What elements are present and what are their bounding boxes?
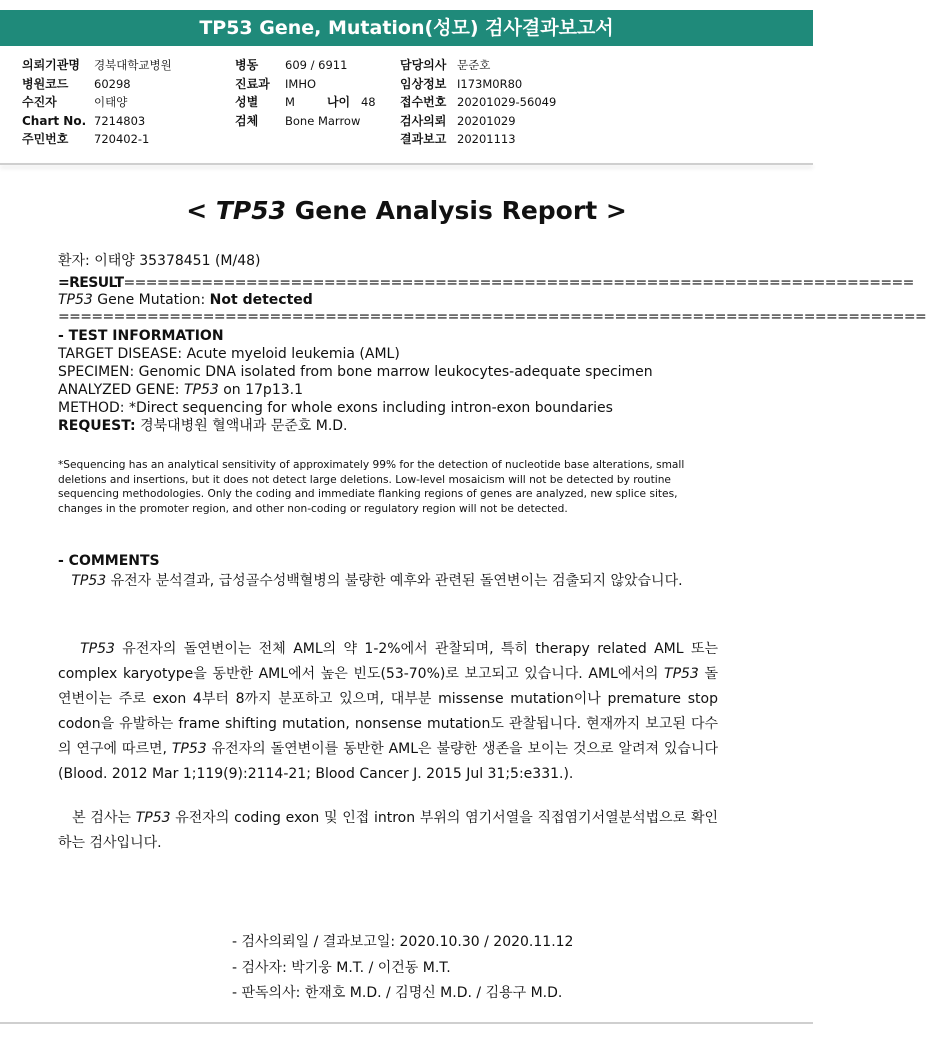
analyzed-gene-location: on 17p13.1 [218,382,303,398]
p1-text: 유전자 분석결과, 급성골수성백혈병의 불량한 예후와 관련된 돌연변이는 검출되지 않았습니다. [106,573,683,589]
footer-reader: - 판독의사: 한재호 M.D. / 김명신 M.D. / 김용구 M.D. [232,985,563,1001]
info-value: 20201029 [457,113,516,128]
info-label: 결과보고 [400,132,447,146]
target-disease: TARGET DISEASE: Acute myeloid leukemia (AML) [58,346,400,362]
page-title [0,196,813,225]
age-label: 나이 [326,95,351,109]
info-value: 60298 [94,76,131,91]
header-divider [0,163,813,165]
report-title: TP53 Gene, Mutation(성모) 검사결과보고서 [199,17,614,39]
info-row-specimen [235,112,376,131]
mutation-text: Gene Mutation: [92,292,210,308]
method: METHOD: *Direct sequencing for whole exons including intron-exon boundaries [58,400,613,416]
disclaimer: *Sequencing has an analytical sensitivity of approximately 99% for the detection of nucleotide base alterations, small deletions and insertions, but it does not detect large deletions. Low-level mosaicism will not be detected by routine sequencing methodologies. Only the coding and immediate flanking regions of genes are analyzed, new splice sites, changes in the promoter region, and other non-coding or regulatory region will not be detected. [58,459,685,515]
info-row-hospital-code [22,75,172,94]
request-label: REQUEST: [58,418,136,434]
footer-examiner: - 검사자: 박기웅 M.T. / 이건동 M.T. [232,959,451,976]
info-value: I173M0R80 [457,76,523,91]
result-label: =RESULT [58,275,124,291]
analyzed-gene [58,381,723,399]
request-value: 경북대병원 혈액내과 문준호 M.D. [135,418,348,434]
info-label: 병원코드 [22,76,69,91]
p2-text-c: 유전자의 돌연변이를 동반한 AML은 불량한 생존을 보이는 것으로 알려져 있습니다 (Blood. 2012 Mar 1;119(9):2114-21; Blood Cancer J. 2015 Jul 31;5:e331.). [58,741,718,782]
comment-paragraph-2 [58,637,718,787]
info-row-report-date [400,130,556,149]
info-label: 병동 [235,58,259,72]
p3-gene: TP53 [135,810,171,826]
info-value: 7214803 [94,113,146,128]
info-value: 609 / 6911 [285,58,348,72]
info-row-request-date [400,112,556,131]
patient-info-column-1 [22,56,172,149]
comments-heading-text: - COMMENTS [58,553,160,569]
patient-line [58,252,723,270]
info-row-chart-no [22,112,172,131]
title-suffix: Gene Analysis Report > [286,196,627,225]
p1-gene: TP53 [71,573,107,589]
info-row-sex-age [235,93,376,112]
info-label: 검사의뢰 [400,113,447,128]
info-label: 주민번호 [22,132,69,146]
result-separator [58,308,926,326]
info-row-receipt-no [400,93,556,112]
info-label: 접수번호 [400,95,447,109]
info-row-department [235,75,376,94]
p2-gene: TP53 [80,641,115,657]
info-label: Chart No. [22,113,87,128]
test-information [58,327,723,435]
info-value: 이태양 [94,95,128,109]
analyzed-gene-label: ANALYZED GENE: [58,382,184,398]
info-value: 20201113 [457,132,516,146]
title-prefix: < [186,196,216,225]
info-row-patient [22,93,172,112]
info-value: Bone Marrow [285,113,361,128]
age-value: 48 [360,95,376,109]
info-value: 경북대학교병원 [94,58,172,72]
request [58,417,723,435]
footer-divider [0,1022,813,1024]
test-info-heading-text: - TEST INFORMATION [58,328,224,344]
p3-text-b: 유전자의 coding exon 및 인접 intron 부위의 염기서열을 직접염기서열분석법으로 확인하는 검사입니다. [58,810,718,851]
comments-heading [58,552,723,570]
report-footer [232,930,573,1007]
info-row-clinical-info [400,75,556,94]
info-row-ward [235,56,376,75]
analyzed-gene-name: TP53 [183,382,219,398]
info-value: 20201029-56049 [457,95,557,109]
mutation-result [58,291,723,309]
result-equals: ======================================================================= [123,275,914,291]
info-label: 수진자 [22,95,57,109]
info-label: 진료과 [235,76,270,91]
comment-paragraph-1 [58,569,718,594]
patient-info-column-3 [400,56,556,149]
info-label: 성별 [235,95,259,109]
mutation-value: Not detected [209,292,313,308]
footer-dates: - 검사의뢰일 / 결과보고일: 2020.10.30 / 2020.11.12 [232,934,574,950]
info-value: 720402-1 [94,132,150,146]
info-label: 임상정보 [400,76,447,91]
info-value: M [285,95,295,109]
mutation-gene: TP53 [58,292,93,308]
separator-text: ============================================================================== [58,309,926,325]
result-header [58,274,914,292]
p2-gene-c: TP53 [171,741,207,757]
comment-paragraph-3 [58,806,718,856]
info-label: 검체 [235,113,259,128]
info-label: 의뢰기관명 [22,58,80,72]
test-info-heading [58,327,723,345]
patient-info-column-2 [235,56,376,130]
info-value: 문준호 [457,58,491,72]
info-label: 담당의사 [400,58,447,72]
p2-text-b: 돌연변이는 주로 exon 4부터 8까지 분포하고 있으며, 대부분 missense mutation이나 premature stop codon을 유발하는 frame shifting mutation, nonsense mutation도 관찰됩니다. 현재까지 보고된 다수의 연구에 따르면, [58,666,718,757]
p2-gene-b: TP53 [664,666,699,682]
info-row-physician [400,56,556,75]
patient-summary: 환자: 이태양 35378451 (M/48) [58,253,261,269]
title-gene: TP53 [215,196,287,225]
p3-text-a: 본 검사는 [72,810,136,826]
report-title-bar [0,10,813,46]
p2-text-a: 유전자의 돌연변이는 전체 AML의 약 1-2%에서 관찰되며, 특히 therapy related AML 또는 complex karyotype을 동반한 AML에서 높은 빈도(53-70%)로 보고되고 있습니다. AML에서의 [58,641,718,682]
info-value: IMHO [285,76,317,91]
specimen: SPECIMEN: Genomic DNA isolated from bone marrow leukocytes-adequate specimen [58,364,653,380]
info-row-institution [22,56,172,75]
info-row-resident-no [22,130,172,149]
